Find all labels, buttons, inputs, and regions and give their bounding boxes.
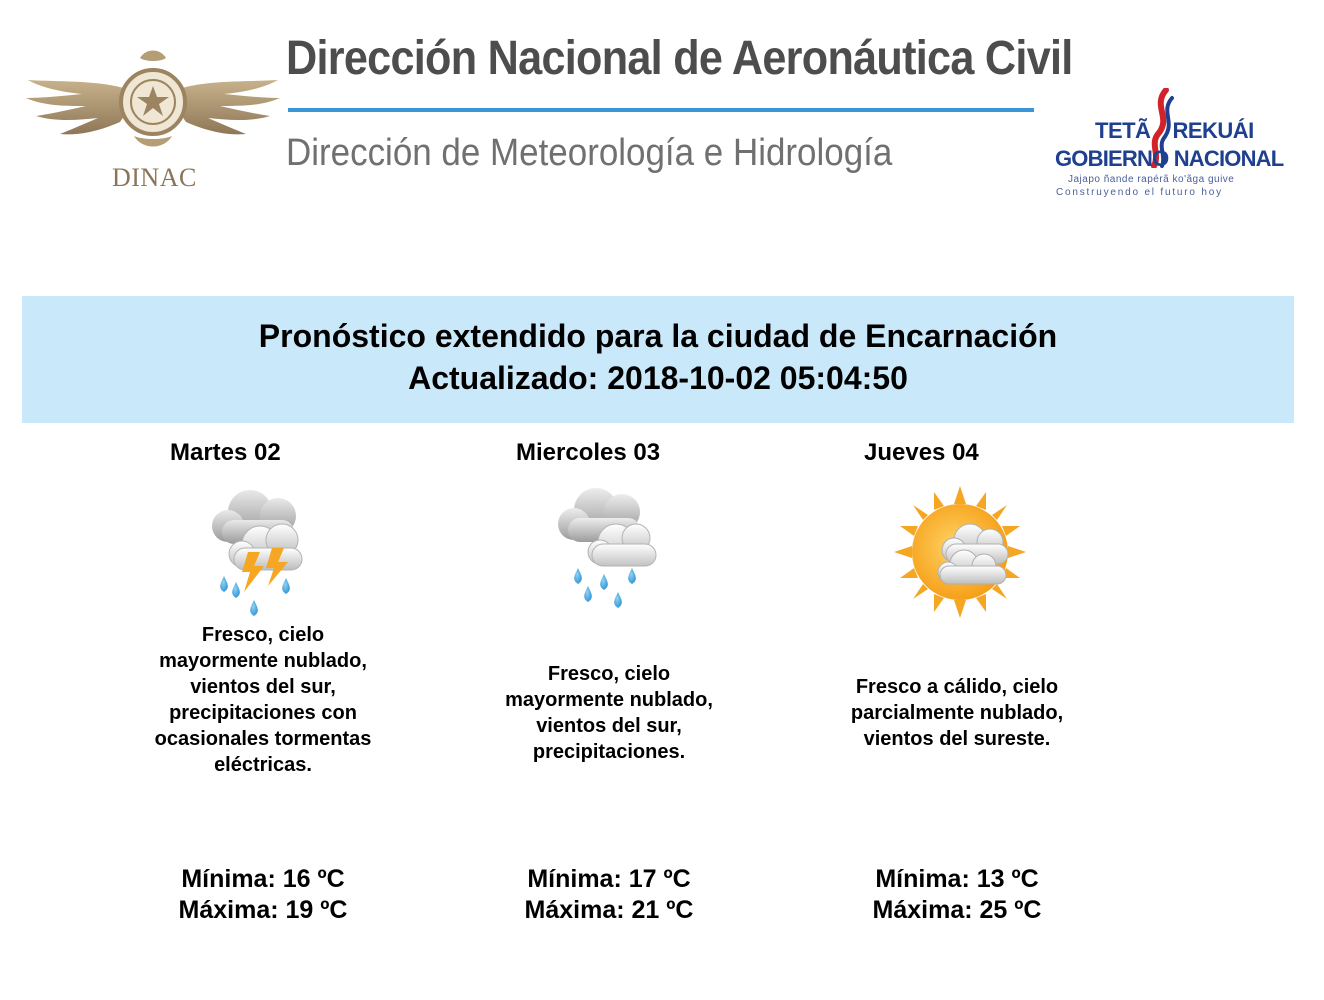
day-name: Martes 02 [170,439,281,466]
day-temperatures [844,864,1070,926]
gov-tagline-top-right: REKUÁI [1172,118,1254,143]
sun-cloud-icon [890,482,1030,622]
forecast-day-card [154,436,390,956]
gov-tagline-mid: GOBIERNO NACIONAL [1055,146,1284,171]
day-name: Jueves 04 [864,439,979,466]
gov-motto-guarani: Jajapo ñande rapérã ko'ãga guive [1068,174,1235,185]
page-header [0,0,1324,230]
day-temperatures [150,864,376,926]
forecast-day-card [850,436,1084,956]
dept-title: Dirección de Meteorología e Hidrología [286,132,893,174]
temp-max: Máxima: 25 ºC [872,896,1042,924]
government-logo [1050,88,1284,208]
temp-max: Máxima: 21 ºC [524,896,694,924]
gov-motto-spanish: Construyendo el futuro hoy [1056,187,1223,198]
dinac-logo-text: DINAC [112,163,197,192]
forecast-banner [22,296,1294,423]
forecast-title: Pronóstico extendido para la ciudad de Encarnación [258,318,1058,354]
org-title: Dirección Nacional de Aeronáutica Civil [286,32,1073,85]
day-description: Fresco, cielo mayormente nublado, vientos del sur, precipitaciones con ocasionales tormentas eléctricas. [154,624,372,776]
temp-max: Máxima: 19 ºC [178,896,348,924]
thunderstorm-rain-icon [198,482,338,622]
temp-min: Mínima: 13 ºC [875,865,1039,893]
day-name: Miercoles 03 [516,439,661,466]
updated-timestamp: Actualizado: 2018-10-02 05:04:50 [408,360,908,396]
day-temperatures [496,864,722,926]
gov-tagline-top [1095,118,1254,144]
day-description: Fresco, cielo mayormente nublado, vientos del sur, precipitaciones. [505,663,713,763]
forecast-day-card [505,436,736,956]
rain-cloud-icon [556,482,696,622]
day-description: Fresco a cálido, cielo parcialmente nublado, vientos del sureste. [850,676,1064,750]
gov-tagline-top-left: TETÃ [1095,118,1151,143]
temp-min: Mínima: 16 ºC [181,865,345,893]
title-divider [288,108,1034,112]
temp-min: Mínima: 17 ºC [527,865,691,893]
